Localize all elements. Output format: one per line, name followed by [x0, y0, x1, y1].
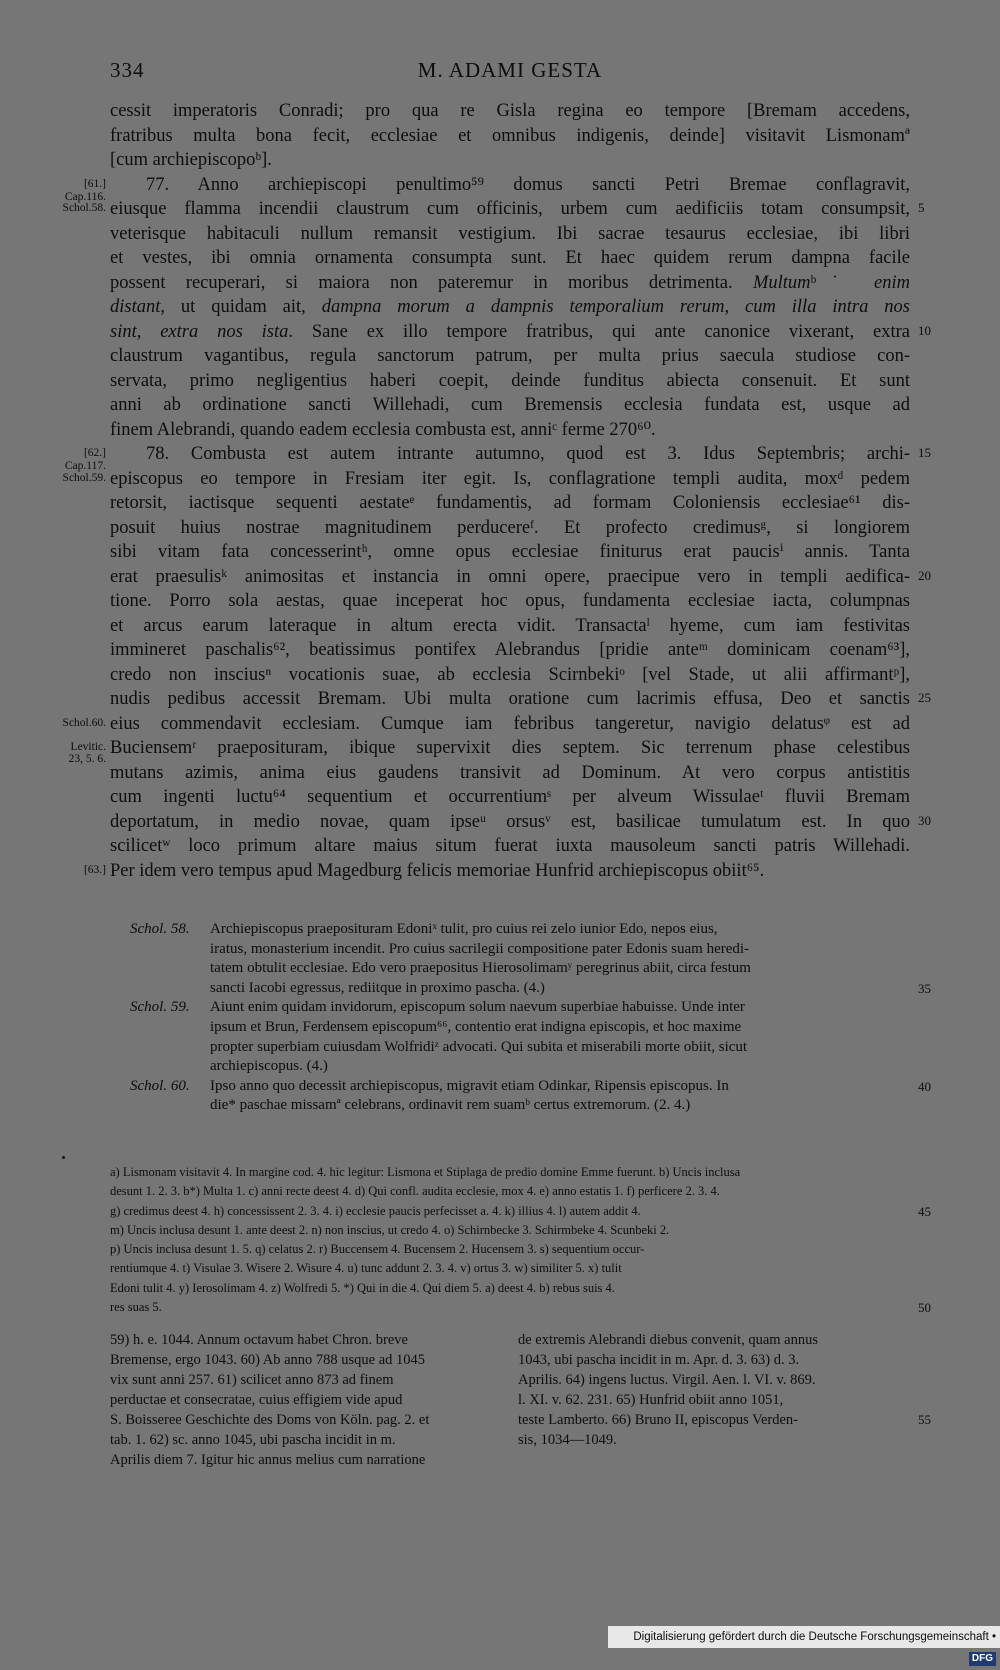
text-line: anni ab ordinatione sancti Willehadi, cum Bremensis ecclesia fundata est, usque ad [110, 395, 910, 415]
apparatus-line: m) Uncis inclusa desunt 1. ante deest 2. n) non inscius, ut credo 4. o) Schirnbecke 3. Schirmbeke 4. Scunbeki 2. [110, 1222, 670, 1237]
note-line: de extremis Alebrandi diebus convenit, quam annus [518, 1332, 818, 1348]
text-line: episcopus eo tempore in Fresiam iter egit. Is, conflagratione templi audita, moxᵈ pedem [110, 468, 910, 489]
line-number: 45 [918, 1203, 931, 1219]
margin-note: [62.] [83, 447, 106, 459]
text-line: fratribus multa bona fecit, ecclesiae et omnibus indigenis, deinde] visitavit Lismonamª [110, 125, 910, 146]
apparatus-line: a) Lismonam visitavit 4. In margine cod. 4. hic legitur: Lismona et Stiplaga de predio domine Emme fuerunt. b) Uncis inclusa [110, 1165, 741, 1179]
text-line: erat praesulisᵏ animositas et instancia in omni opere, praecipue vero in templi aedifica- [110, 566, 910, 587]
scholion-line [130, 920, 910, 940]
text-line: retorsit, iactisque sequenti aestateᵉ fundamentis, ad formam Coloniensis ecclesiae⁶¹ dis- [110, 493, 910, 513]
scholion-text: iratus, monasterium incendit. Pro cuius sacrilegii compositione pater Edonis suam heredi- [210, 940, 750, 957]
text-line: et arcus earum lateraque in altum erecta vidit. Transactaˡ hyeme, cum iam festivitas [110, 615, 910, 636]
text-line: cessit imperatoris Conradi; pro qua re Gisla regina eo tempore [Bremam accedens, [110, 101, 910, 121]
main-text [110, 99, 910, 883]
text-line: possent recuperari, si maiora non pateremur in moribus detrimenta. Multumᵇ˙ enim [110, 272, 910, 293]
scholion-line [130, 1018, 910, 1038]
text-line: cum ingenti luctu⁶⁴ sequentium et occurrentiumˢ per alveum Wissulaeᵗ fluvii Bremam [110, 787, 910, 807]
text-line: nudis pedibus accessit Bremam. Ubi multa oratione cum lacrimis effusa, Deo et sanctis [110, 689, 910, 709]
text-line: tione. Porro sola aestas, quae inceperat hoc opus, fundamenta ecclesiae iacta, columpnas [110, 591, 910, 611]
editor-notes-right [518, 1330, 910, 1450]
text-line: deportatum, in medio novae, quam ipseᵘ orsusᵛ est, basilicae tumulatum est. In quo [110, 811, 910, 832]
running-header [110, 58, 910, 88]
line-number: 50 [918, 1300, 931, 1316]
text-line: 77. Anno archiepiscopi penultimo⁵⁹ domus sancti Petri Bremae conflagravit, [146, 174, 910, 195]
text-line: servata, primo negligentius haberi coepit, deinde funditus abiecta consenuit. Et sunt [110, 370, 910, 391]
scholia-block [130, 920, 910, 1116]
scholion-line [130, 998, 910, 1018]
margin-note: Schol.58. [62, 202, 106, 214]
note-line: tab. 1. 62) sc. anno 1045, ubi pascha incidit in m. [110, 1432, 396, 1448]
line-number: 40 [918, 1078, 931, 1094]
digitization-footer [608, 1626, 1000, 1664]
line-number: 35 [918, 980, 931, 996]
text-line: posuit huius nostrae magnitudinem perducereᶠ. Et profecto credimusᵍ, si longiorem [110, 517, 910, 538]
scholion-line [130, 1057, 910, 1077]
note-line: teste Lamberto. 66) Bruno II, episcopus Verden- [518, 1412, 798, 1428]
text-line: sint, extra nos ista. Sane ex illo tempore fratribus, qui ante canonice vixerant, extra [110, 321, 910, 342]
text-line: eius commendavit ecclesiam. Cumque iam febribus tangeretur, navigio delatusᵠ est ad [110, 713, 910, 734]
scholion-label: Schol. 60. [130, 1077, 190, 1094]
scholion-line [130, 1038, 910, 1058]
margin-note: [63.] [83, 863, 106, 876]
margin-note: Schol.60. [62, 716, 106, 729]
apparatus-line: g) credimus deest 4. h) concessissent 2. 3. 4. i) ecclesie paucis perfecisset a. 4. k) illius 4. l) autem addit 4. [110, 1203, 641, 1218]
text-line: claustrum vagantibus, regula sanctorum patrum, per multa prius saecula studiose con- [110, 346, 910, 366]
scholion-line [130, 959, 910, 979]
text-line: finem Alebrandi, quando eadem ecclesia combusta est, anniᶜ ferme 270⁶⁰. [110, 419, 656, 440]
scholion-label: Schol. 59. [130, 999, 190, 1016]
margin-note: Cap.117. [64, 460, 106, 473]
apparatus-line: Edoni tulit 4. y) Ierosolimam 4. z) Wolfredi 5. *) Qui in die 4. Qui diem 5. a) deest 4. b) rebus suis 4. [110, 1280, 615, 1295]
line-number: 15 [918, 445, 931, 460]
apparatus-line: p) Uncis inclusa desunt 1. 5. q) celatus 2. r) Buccensem 4. Bucensem 2. Hucensem 3. s) sequentium occur- [110, 1242, 645, 1257]
note-line: 59) h. e. 1044. Annum octavum habet Chron. breve [110, 1332, 408, 1348]
dfg-logo: DFG [969, 1652, 996, 1666]
scan-speck [62, 1156, 65, 1159]
scholion-text: Aiunt enim quidam invidorum, episcopum solum naevum superbiae habuisse. Unde inter [210, 999, 745, 1016]
line-number: 30 [918, 812, 931, 828]
note-line: S. Boisseree Geschichte des Doms von Köln. pag. 2. et [110, 1412, 430, 1428]
scholion-line [130, 979, 910, 999]
scholion-text: tatem obtulit ecclesiae. Edo vero praepositus Hierosolimamʸ peregrinus abiit, circa festum [210, 960, 751, 977]
text-line: distant, ut quidam ait, dampna morum a dampnis temporalium rerum, cum illa intra nos [110, 297, 910, 317]
line-number: 20 [918, 567, 931, 583]
margin-note: 23, 5. 6. [68, 753, 106, 766]
note-line: vix sunt anni 257. 61) scilicet anno 873 ad finem [110, 1372, 394, 1388]
margin-note: Cap.116. [64, 190, 106, 203]
text-line: sibi vitam fata concesserintʰ, omne opus ecclesiae finiturus erat paucisⁱ annis. Tanta [110, 542, 910, 562]
scholion-text: propter superbiam cuiusdam Wolfridiᶻ advocati. Qui subita et miserabili morte obiit, sicut [210, 1038, 748, 1055]
note-line: Aprilis diem 7. Igitur hic annus melius cum narratione [110, 1452, 426, 1468]
line-number: 55 [918, 1412, 931, 1427]
text-line: eiusque flamma incendii claustrum cum officinis, urbem cum aedificiis totam consumpsit, [110, 199, 910, 219]
running-title: M. ADAMI GESTA [417, 58, 603, 82]
scholion-text: archiepiscopus. (4.) [210, 1058, 328, 1075]
text-line: 78. Combusta est autem intrante autumno, quod est 3. Idus Septembris; archi- [146, 444, 910, 464]
scholion-line [130, 940, 910, 960]
text-line: credo non insciusⁿ vocationis suae, ab ecclesia Scirnbekiᵒ [vel Stade, ut alii affirmantᵖ], [110, 664, 910, 685]
note-line: sis, 1034—1049. [518, 1432, 617, 1448]
text-line: mutans azimis, anima eius gaudens transivit ad Dominum. At vero corpus antistitis [110, 762, 910, 783]
margin-note: [61.] [83, 177, 106, 190]
critical-apparatus [110, 1163, 910, 1317]
line-number: 10 [918, 322, 931, 338]
page-number: 334 [110, 58, 145, 82]
text-line: veterisque habitaculi nullum remansit vestigium. Ibi sacrae tesaurus ecclesiae, ibi libri [110, 223, 910, 244]
note-line: l. XI. v. 62. 231. 65) Hunfrid obiit anno 1051, [518, 1392, 784, 1408]
apparatus-line: desunt 1. 2. 3. b*) Multa 1. c) anni recte deest 4. d) Qui confl. audita ecclesie, mox 4. e) anno estatis 1. f) perficere 2. 3. 4. [110, 1184, 720, 1199]
line-number: 25 [918, 690, 931, 705]
line-number: 5 [918, 200, 925, 215]
note-line: 1043, ubi pascha incidit in m. Apr. d. 3. 63) d. 3. [518, 1352, 800, 1368]
apparatus-line: res suas 5. [110, 1300, 162, 1315]
apparatus-line: rentiumque 4. t) Visulae 3. Wisere 2. Wisure 4. u) tunc addunt 2. 3. 4. v) ortus 3. w) similiter 5. x) tulit [110, 1261, 622, 1276]
text-line: Buciensemʳ praeposituram, ibique supervixit dies septem. Sic terrenum phase celestibus [110, 738, 910, 758]
text-line: [cum archiepiscopoᵇ]. [110, 150, 272, 170]
scholion-line [130, 1096, 910, 1116]
margin-note: Levitic. [70, 741, 106, 753]
text-line: Per idem vero tempus apud Magedburg felicis memoriae Hunfrid archiepiscopus obiit⁶⁵. [110, 860, 765, 881]
scholion-text: Ipso anno quo decessit archiepiscopus, migravit etiam Odinkar, Ripensis episcopus. In [210, 1077, 729, 1094]
scholion-text: Archiepiscopus praeposituram Edoniˣ tulit, pro cuius rei zelo iunior Edo, nepos eius, [210, 921, 718, 937]
scholion-label: Schol. 58. [130, 921, 190, 937]
note-line: perductae et consecratae, cuius effigiem vide apud [110, 1392, 403, 1408]
footer-text: Digitalisierung gefördert durch die Deutsche Forschungsgemeinschaft • [633, 1631, 996, 1643]
note-line: Aprilis. 64) ingens luctus. Virgil. Aen. l. VI. v. 869. [518, 1372, 816, 1388]
note-line: Bremense, ergo 1043. 60) Ab anno 788 usque ad 1045 [110, 1352, 426, 1368]
editor-notes-left [110, 1330, 502, 1470]
text-line: scilicetʷ loco primum altare maius situm fuerat iuxta mausoleum sancti patris Willehadi. [110, 836, 910, 856]
scholion-text: die* paschae missamª celebrans, ordinavit rem suamᵇ certus extremorum. (2. 4.) [210, 1097, 691, 1114]
scholion-text: sancti Iacobi egressus, rediitque in proximo pascha. (4.) [210, 979, 545, 996]
text-line: immineret paschalis⁶², beatissimus pontifex Alebrandus [pridie anteᵐ dominicam coenam⁶³], [110, 640, 910, 660]
scholion-line [130, 1077, 910, 1097]
margin-note: Schol.59. [62, 471, 106, 484]
text-line: et vestes, ibi omnia ornamenta consumpta sunt. Et haec quidem rerum dampna facile [110, 248, 910, 268]
scholion-text: ipsum et Brun, Ferdensem episcopum⁶⁶, contentio erat indigna episcopis, et hoc maxime [210, 1018, 742, 1035]
